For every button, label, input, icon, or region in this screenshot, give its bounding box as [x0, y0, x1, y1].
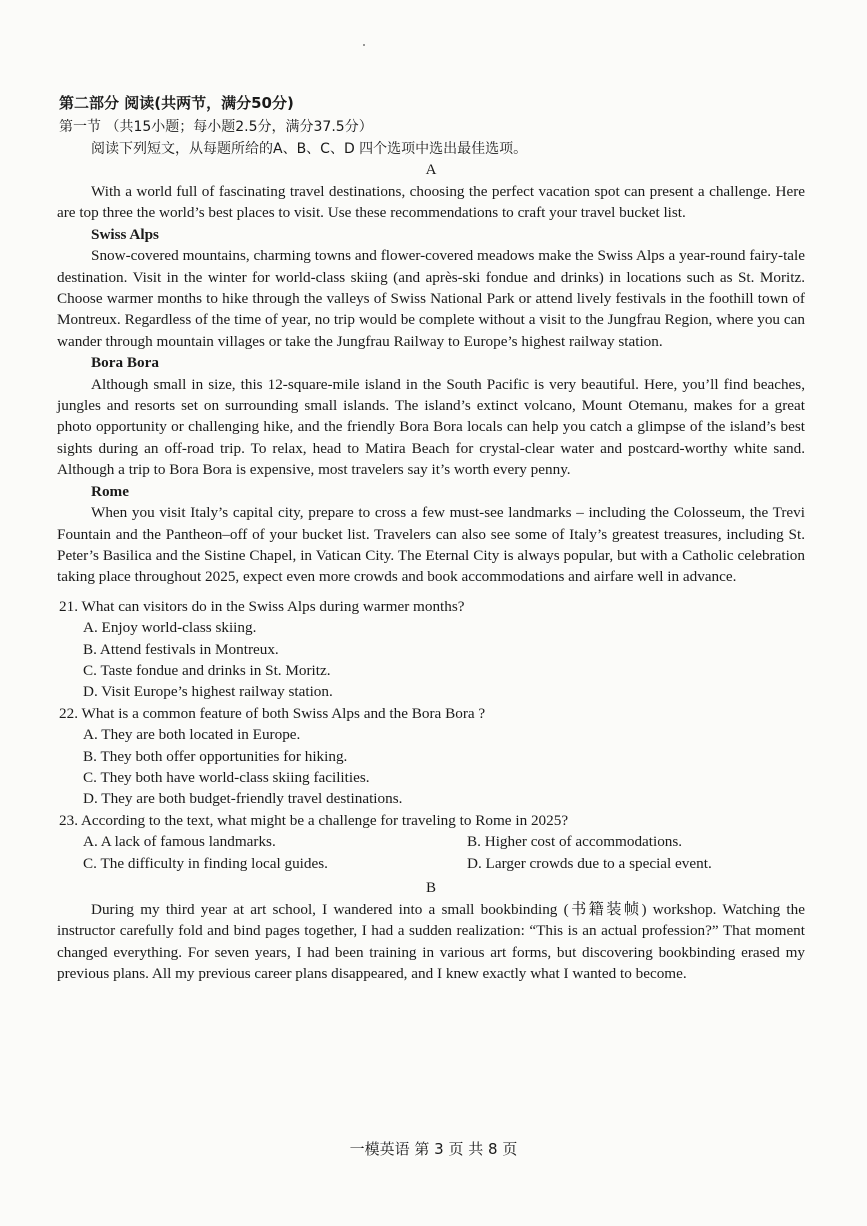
question-22-option-c: C. They both have world-class skiing facilities. — [83, 768, 370, 786]
instruction: 阅读下列短文，从每题所给的A、B、C、D 四个选项中选出最佳选项。 — [91, 141, 528, 157]
question-23-option-a: A. A lack of famous landmarks. — [83, 833, 276, 851]
part-title: 第二部分 阅读(共两节，满分50分) — [59, 94, 294, 112]
question-23-option-c: C. The difficulty in finding local guides. — [83, 854, 328, 872]
exam-page — [57, 92, 805, 985]
question-21-option-d: D. Visit Europe’s highest railway station. — [83, 683, 333, 701]
question-22-option-d: D. They are both budget-friendly travel destinations. — [83, 790, 403, 808]
question-23-option-d: D. Larger crowds due to a special event. — [467, 854, 712, 872]
paragraph-rome: When you visit Italy’s capital city, prepare to cross a few must-see landmarks – including the Colosseum, the Trevi Fountain and the Pantheon–off of your bucket list. Travelers can also see some of Italy’s greatest treasures, including St. Peter’s Basilica and the Sistine Chapel, in Vatican City. The Eternal City is always popular, but with a Catholic celebration taking place throughout 2025, expect even more crowds and book accommodations and airfare well in advance. — [57, 504, 805, 586]
passage-b-paragraph: During my third year at art school, I wandered into a small bookbinding (书籍装帧) workshop. Watching the instructor carefully fold and bind pages together, I had a sudden realization: “This is an actual profession?” That moment changed everything. For seven years, I had been training in various art forms, but discovering bookbinding erased my previous plans. All my previous career plans disappeared, and I knew exactly what I wanted to become. — [57, 901, 805, 983]
paragraph-bora-bora: Although small in size, this 12-square-mile island in the South Pacific is very beautiful. Here, you’ll find beaches, jungles and resorts set on surrounding small islands. The island’s extinct volcano, Mount Otemanu, makes for a great photo opportunity or challenging hike, and the friendly Bora Bora locals can help you catch a glimpse of the island’s best sights during an off-road trip. To relax, head to Matira Beach for crystal-clear water and postcard-worthy white sand. Although a trip to Bora Bora is expensive, most travelers say it’s worth every penny. — [57, 375, 805, 479]
paragraph-swiss-alps: Snow-covered mountains, charming towns and flower-covered meadows make the Swiss Alps a year-round fairy-tale destination. Visit in the winter for world-class skiing (and après-ski fondue and drinks) in locations such as St. Moritz. Choose warmer months to hike through the valleys of Swiss National Park or attend lively festivals in the foothill town of Montreux. Regardless of the time of year, no trip would be complete without a visit to the Jungfrau Region, where you can wander through mountain villages or take the Jungfrau Railway to Europe’s highest railway station. — [57, 247, 805, 350]
heading-swiss-alps: Swiss Alps — [91, 225, 159, 243]
question-23-options-row-2 — [83, 853, 805, 874]
question-21-option-b: B. Attend festivals in Montreux. — [83, 640, 279, 658]
page-footer: 一模英语 第 3 页 共 8 页 — [349, 1140, 518, 1158]
question-22: 22. What is a common feature of both Swiss Alps and the Bora Bora ? — [59, 704, 486, 722]
question-23: 23. According to the text, what might be a challenge for traveling to Rome in 2025? — [59, 811, 569, 829]
question-list — [57, 596, 805, 874]
question-22-option-b: B. They both offer opportunities for hiking. — [83, 747, 348, 765]
heading-bora-bora: Bora Bora — [91, 354, 159, 372]
question-23-options-row-1 — [83, 831, 805, 852]
question-22-option-a: A. They are both located in Europe. — [83, 726, 301, 744]
heading-rome: Rome — [91, 482, 129, 500]
passage-a-intro: With a world full of fascinating travel destinations, choosing the perfect vacation spot can present a challenge. Here are top three the world’s best places to visit. Use these recommendations to craft your travel bucket list. — [57, 183, 805, 222]
section-title: 第一节 （共15小题；每小题2.5分，满分37.5分） — [59, 119, 373, 135]
question-21-option-a: A. Enjoy world-class skiing. — [83, 619, 257, 637]
passage-b-letter: B — [425, 880, 436, 896]
passage-a-letter: A — [425, 162, 437, 178]
question-21: 21. What can visitors do in the Swiss Alps during warmer months? — [59, 597, 465, 615]
question-21-option-c: C. Taste fondue and drinks in St. Moritz. — [83, 661, 331, 679]
scan-speck — [363, 44, 365, 46]
question-23-option-b: B. Higher cost of accommodations. — [467, 833, 683, 851]
